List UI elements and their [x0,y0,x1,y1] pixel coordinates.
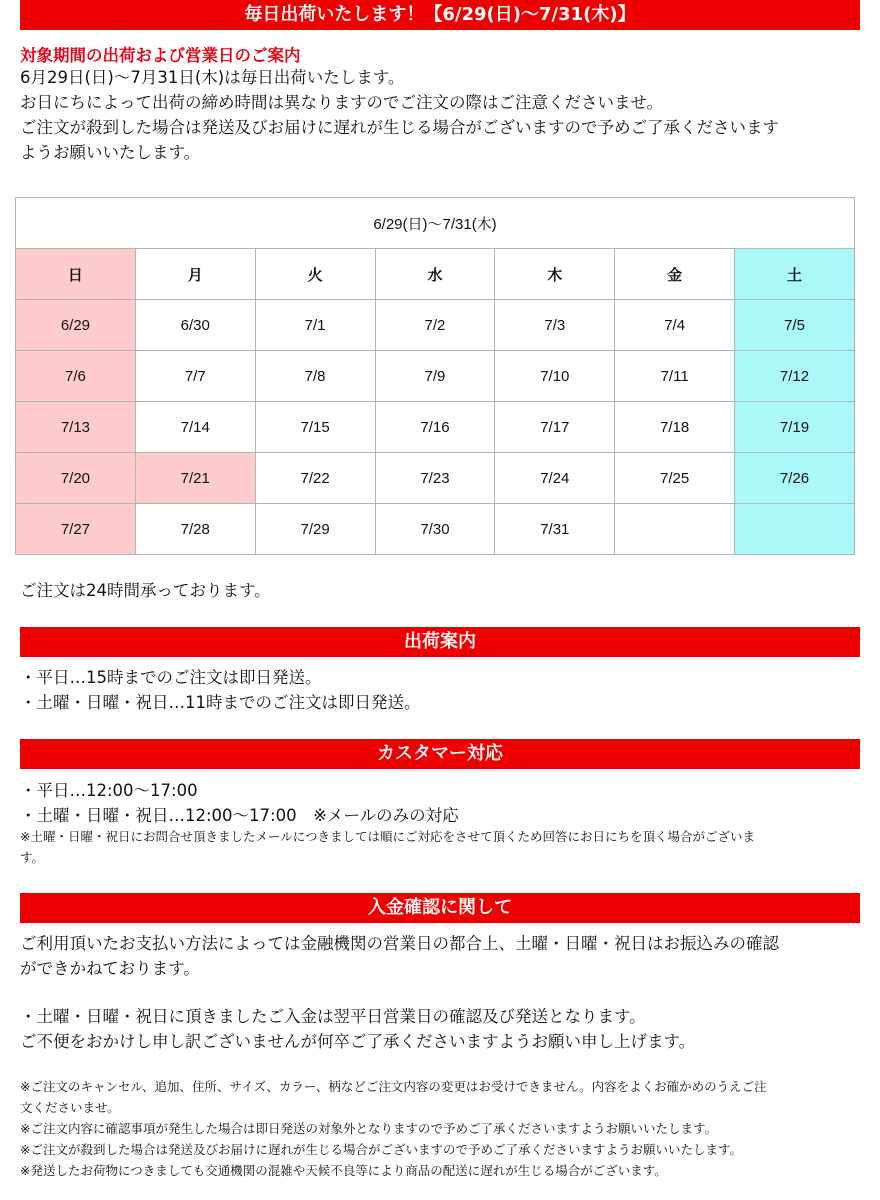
date-cell: 7/31 [495,504,615,555]
customer-line: ・土曜・日曜・祝日…12:00～17:00 ※メールのみの対応 [20,806,459,825]
date-cell: 7/3 [495,300,615,351]
footnote-line: ※発送したお荷物につきましても交通機関の混雑や天候不良等により商品の配送に遅れが生じる場合がございます。 [20,1163,667,1178]
date-cell: 7/27 [16,504,136,555]
footnotes [20,1076,865,1181]
intro-line: 6月29日(日)～7月31日(木)は毎日出荷いたします。 [20,68,405,87]
footnote-line: 文くださいませ。 [20,1100,120,1115]
intro-line: ようお願いいたします。 [20,143,201,162]
customer-banner: カスタマー対応 [20,739,860,769]
intro-line: お日にちによって出荷の締め時間は異なりますのでご注文の際はご注意くださいませ。 [20,93,664,112]
calendar-week-row [16,504,855,555]
date-cell: 7/7 [135,351,255,402]
shipping-banner: 出荷案内 [20,627,860,657]
date-cell: 7/18 [615,402,735,453]
date-cell: 7/12 [735,351,855,402]
calendar-week-row [16,351,855,402]
date-cell: 7/1 [255,300,375,351]
customer-note-line: す。 [20,850,45,865]
date-cell: 7/16 [375,402,495,453]
date-cell-empty [615,504,735,555]
weekday-wed: 水 [375,249,495,300]
date-cell: 7/13 [16,402,136,453]
date-cell: 7/2 [375,300,495,351]
shipping-line: ・平日…15時までのご注文は即日発送。 [20,668,322,687]
payment-line: ができかねております。 [20,959,200,978]
date-cell: 7/4 [615,300,735,351]
weekday-mon: 月 [135,249,255,300]
footnote-line: ※ご注文が殺到した場合は発送及びお届けに遅れが生じる場合がございますので予めご了承くださいますようお願いいたします。 [20,1142,742,1157]
calendar-title: 6/29(日)～7/31(木) [16,198,855,249]
top-banner: 毎日出荷いたします！【6/29(日)～7/31(木)】 [20,0,860,30]
shipping-calendar [15,197,855,555]
date-cell: 7/25 [615,453,735,504]
payment-info-2 [20,1004,860,1054]
payment-line: ・土曜・日曜・祝日に頂きましたご入金は翌平日営業日の確認及び発送となります。 [20,1007,646,1026]
order-note-text: ご注文は24時間承っております。 [20,581,271,600]
date-cell: 7/10 [495,351,615,402]
date-cell: 6/30 [135,300,255,351]
footnote-line: ※ご注文内容に確認事項が発生した場合は即日発送の対象外となりますので予めご了承くださいますようお願いいたします。 [20,1121,717,1136]
customer-info [20,778,860,828]
date-cell: 7/19 [735,402,855,453]
date-cell: 7/9 [375,351,495,402]
payment-info [20,931,860,981]
date-cell: 7/14 [135,402,255,453]
date-cell: 7/15 [255,402,375,453]
payment-line: ご不便をおかけし申し訳ございませんが何卒ご了承くださいますようお願い申し上げます。 [20,1032,696,1051]
date-cell: 7/24 [495,453,615,504]
date-cell: 7/28 [135,504,255,555]
shipping-info [20,665,860,715]
date-cell: 7/17 [495,402,615,453]
date-cell: 7/20 [16,453,136,504]
date-cell: 7/22 [255,453,375,504]
payment-banner: 入金確認に関して [20,893,860,923]
date-cell: 7/5 [735,300,855,351]
date-cell-holiday: 7/21 [135,453,255,504]
customer-note-line: ※土曜・日曜・祝日にお問合せ頂きましたメールにつきましては順にご対応をさせて頂くため回答にお日にちを頂く場合がございま [20,829,755,844]
date-cell: 7/6 [16,351,136,402]
customer-line: ・平日…12:00～17:00 [20,781,198,800]
date-cell: 7/29 [255,504,375,555]
date-cell: 7/23 [375,453,495,504]
date-cell-empty [735,504,855,555]
date-cell: 7/26 [735,453,855,504]
calendar-week-row [16,402,855,453]
intro-text [20,65,860,165]
order-note [20,578,860,603]
intro-line: ご注文が殺到した場合は発送及びお届けに遅れが生じる場合がございますので予めご了承くださいます [20,118,779,137]
footnote-line: ※ご注文のキャンセル、追加、住所、サイズ、カラー、柄などご注文内容の変更はお受けできません。内容をよくお確かめのうえご注 [20,1079,767,1094]
calendar-week-row [16,300,855,351]
weekday-sat: 土 [735,249,855,300]
intro-subheading: 対象期間の出荷および営業日のご案内 [20,46,301,65]
weekday-fri: 金 [615,249,735,300]
customer-note [20,826,865,868]
shipping-line: ・土曜・日曜・祝日…11時までのご注文は即日発送。 [20,693,421,712]
date-cell: 6/29 [16,300,136,351]
weekday-tue: 火 [255,249,375,300]
weekday-thu: 木 [495,249,615,300]
payment-line: ご利用頂いたお支払い方法によっては金融機関の営業日の都合上、土曜・日曜・祝日はお振込みの確認 [20,934,779,953]
calendar-header-row [16,249,855,300]
date-cell: 7/30 [375,504,495,555]
date-cell: 7/11 [615,351,735,402]
weekday-sun: 日 [16,249,136,300]
date-cell: 7/8 [255,351,375,402]
calendar-week-row [16,453,855,504]
